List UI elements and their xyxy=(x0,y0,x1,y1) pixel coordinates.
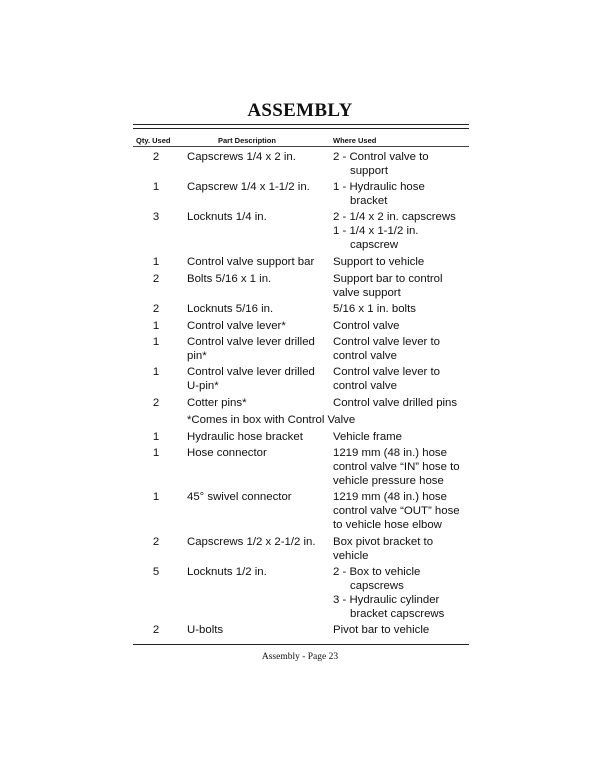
part-cell: Capscrews 1/2 x 2-1/2 in. xyxy=(187,536,316,548)
header-where-used: Where Used xyxy=(333,136,377,145)
part-cell: U-bolts xyxy=(187,624,224,636)
title-rule-upper xyxy=(133,124,469,125)
where-line: valve support xyxy=(333,287,401,299)
where-cell xyxy=(333,272,469,300)
part-cell: Control valve support bar xyxy=(187,256,315,268)
qty-cell: 2 xyxy=(152,151,160,163)
qty-cell: 2 xyxy=(152,273,160,285)
part-cell: Hose connector xyxy=(187,447,267,459)
qty-cell: 2 xyxy=(152,397,160,409)
where-line: 2 - Control valve to xyxy=(333,151,429,163)
where-line: control valve “OUT” hose xyxy=(333,505,460,517)
where-cell xyxy=(333,430,469,444)
qty-cell: 3 xyxy=(152,211,160,223)
where-cell xyxy=(333,255,469,269)
part-cell: Capscrew 1/4 x 1-1/2 in. xyxy=(187,181,310,193)
footnote-asterisk: *Comes in box with Control Valve xyxy=(187,414,356,426)
where-line: 5/16 x 1 in. bolts xyxy=(333,303,416,315)
where-cell xyxy=(333,365,469,393)
header-qty-used: Qty. Used xyxy=(136,136,171,145)
qty-cell: 2 xyxy=(152,303,160,315)
where-cell xyxy=(333,335,469,363)
where-cell xyxy=(333,623,469,637)
where-cell xyxy=(333,210,469,252)
where-cell xyxy=(333,150,469,178)
where-line: to vehicle hose elbow xyxy=(333,519,442,531)
where-line: 2 - Box to vehicle xyxy=(333,566,421,578)
where-line: control valve “IN” hose to xyxy=(333,461,460,473)
where-line: Control valve drilled pins xyxy=(333,397,458,409)
where-cell xyxy=(333,490,469,532)
where-line: Control valve lever to xyxy=(333,366,440,378)
where-cell xyxy=(333,319,469,333)
title-rule-lower xyxy=(133,128,469,129)
where-line: Support bar to control xyxy=(333,273,443,285)
where-line: support xyxy=(350,165,388,177)
part-cell: Capscrews 1/4 x 2 in. xyxy=(187,151,296,163)
where-line: vehicle pressure hose xyxy=(333,475,444,487)
part-cell: Locknuts 5/16 in. xyxy=(187,303,274,315)
where-cell xyxy=(333,535,469,563)
qty-cell: 1 xyxy=(152,366,160,378)
where-line: 1 - 1/4 x 1-1/2 in. xyxy=(333,225,419,237)
header-part-description: Part Description xyxy=(218,136,276,145)
header-rule xyxy=(133,146,469,147)
where-line: Support to vehicle xyxy=(333,256,425,268)
where-line: Vehicle frame xyxy=(333,431,403,443)
part-cell: Hydraulic hose bracket xyxy=(187,431,303,443)
where-line: Control valve xyxy=(333,320,400,332)
part-cell: Locknuts 1/2 in. xyxy=(187,566,267,578)
where-cell xyxy=(333,396,469,410)
where-line: Box pivot bracket to xyxy=(333,536,434,548)
page-title: ASSEMBLY xyxy=(247,100,353,121)
where-line: Pivot bar to vehicle xyxy=(333,624,430,636)
qty-cell: 1 xyxy=(152,447,160,459)
where-line: control valve xyxy=(333,380,397,392)
where-cell xyxy=(333,446,469,488)
part-cell: Locknuts 1/4 in. xyxy=(187,211,267,223)
where-line: 2 - 1/4 x 2 in. capscrews xyxy=(333,211,456,223)
where-line: Control valve lever to xyxy=(333,336,440,348)
where-cell xyxy=(333,180,469,208)
where-line: 3 - Hydraulic cylinder xyxy=(333,594,440,606)
where-line: capscrew xyxy=(350,239,399,251)
qty-cell: 1 xyxy=(152,431,160,443)
bottom-rule xyxy=(133,644,469,645)
where-line: capscrews xyxy=(350,580,404,592)
part-cell: Bolts 5/16 x 1 in. xyxy=(187,273,272,285)
qty-cell: 1 xyxy=(152,491,160,503)
part-cell: Cotter pins* xyxy=(187,397,247,409)
where-line: 1219 mm (48 in.) hose xyxy=(333,447,447,459)
qty-cell: 1 xyxy=(152,336,160,348)
where-line: 1 - Hydraulic hose xyxy=(333,181,425,193)
qty-cell: 1 xyxy=(152,256,160,268)
qty-cell: 5 xyxy=(152,566,160,578)
qty-cell: 1 xyxy=(152,320,160,332)
part-cell: Control valve lever drilled pin* xyxy=(187,336,315,362)
qty-cell: 2 xyxy=(152,624,160,636)
part-cell: Control valve lever drilled U-pin* xyxy=(187,366,315,392)
where-cell xyxy=(333,565,469,621)
qty-cell: 2 xyxy=(152,536,160,548)
where-line: control valve xyxy=(333,350,397,362)
where-line: bracket xyxy=(350,195,388,207)
part-cell: 45° swivel connector xyxy=(187,491,292,503)
where-cell xyxy=(333,302,469,316)
page-footer: Assembly - Page 23 xyxy=(261,652,339,662)
where-line: 1219 mm (48 in.) hose xyxy=(333,491,447,503)
where-line: bracket capscrews xyxy=(350,608,445,620)
part-cell: Control valve lever* xyxy=(187,320,286,332)
where-line: vehicle xyxy=(333,550,369,562)
qty-cell: 1 xyxy=(152,181,160,193)
